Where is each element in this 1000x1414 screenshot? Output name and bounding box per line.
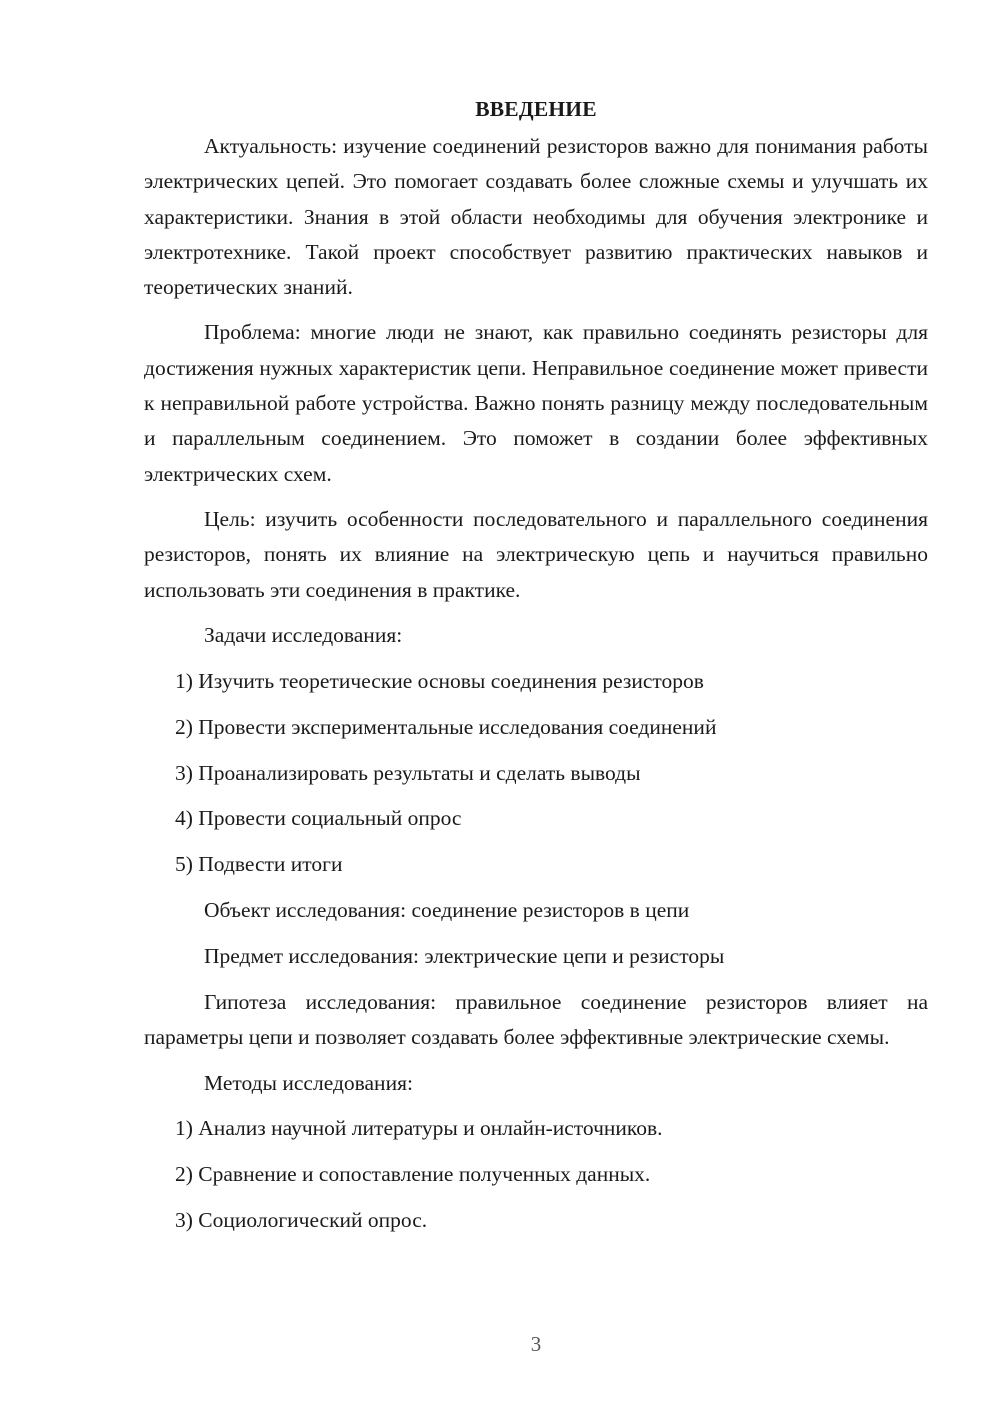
method-item: 3) Социологический опрос. xyxy=(175,1208,428,1233)
task-item: 4) Провести социальный опрос xyxy=(175,806,462,831)
problem-paragraph: Проблема: многие люди не знают, как правильно соединять резисторы для достижения нужных характеристик цепи. Неправильное соединение может привести к неправильной работе устройства. Важно понять разницу между последовательным и параллельным соединением. Это поможет в создании более эффективных электрических схем. xyxy=(144,320,928,486)
relevance-paragraph: Актуальность: изучение соединений резисторов важно для понимания работы электрических цепей. Это помогает создавать более сложные схемы и улучшать их характеристики. Знания в этой области необходимы для обучения электронике и электротехнике. Такой проект способствует развитию практических навыков и теоретических знаний. xyxy=(144,134,928,300)
research-object: Объект исследования: соединение резисторов в цепи xyxy=(204,898,690,923)
method-item: 1) Анализ научной литературы и онлайн-источников. xyxy=(175,1116,663,1141)
task-item: 2) Провести экспериментальные исследования соединений xyxy=(175,714,717,739)
method-item: 2) Сравнение и сопоставление полученных данных. xyxy=(175,1162,651,1187)
tasks-heading: Задачи исследования: xyxy=(204,622,403,647)
methods-heading: Методы исследования: xyxy=(204,1070,413,1095)
task-item: 5) Подвести итоги xyxy=(175,852,343,877)
research-subject: Предмет исследования: электрические цепи и резисторы xyxy=(204,944,725,969)
hypothesis-paragraph: Гипотеза исследования: правильное соединение резисторов влияет на параметры цепи и позволяет создавать более эффективные электрические схемы. xyxy=(144,989,928,1050)
document-page xyxy=(144,92,928,1249)
section-title: ВВЕДЕНИЕ xyxy=(475,97,597,121)
task-item: 1) Изучить теоретические основы соединения резисторов xyxy=(175,668,704,693)
task-item: 3) Проанализировать результаты и сделать выводы xyxy=(175,760,641,785)
goal-paragraph: Цель: изучить особенности последовательного и параллельного соединения резисторов, понять их влияние на электрическую цепь и научиться правильно использовать эти соединения в практике. xyxy=(144,506,928,602)
page-number: 3 xyxy=(530,1332,542,1356)
